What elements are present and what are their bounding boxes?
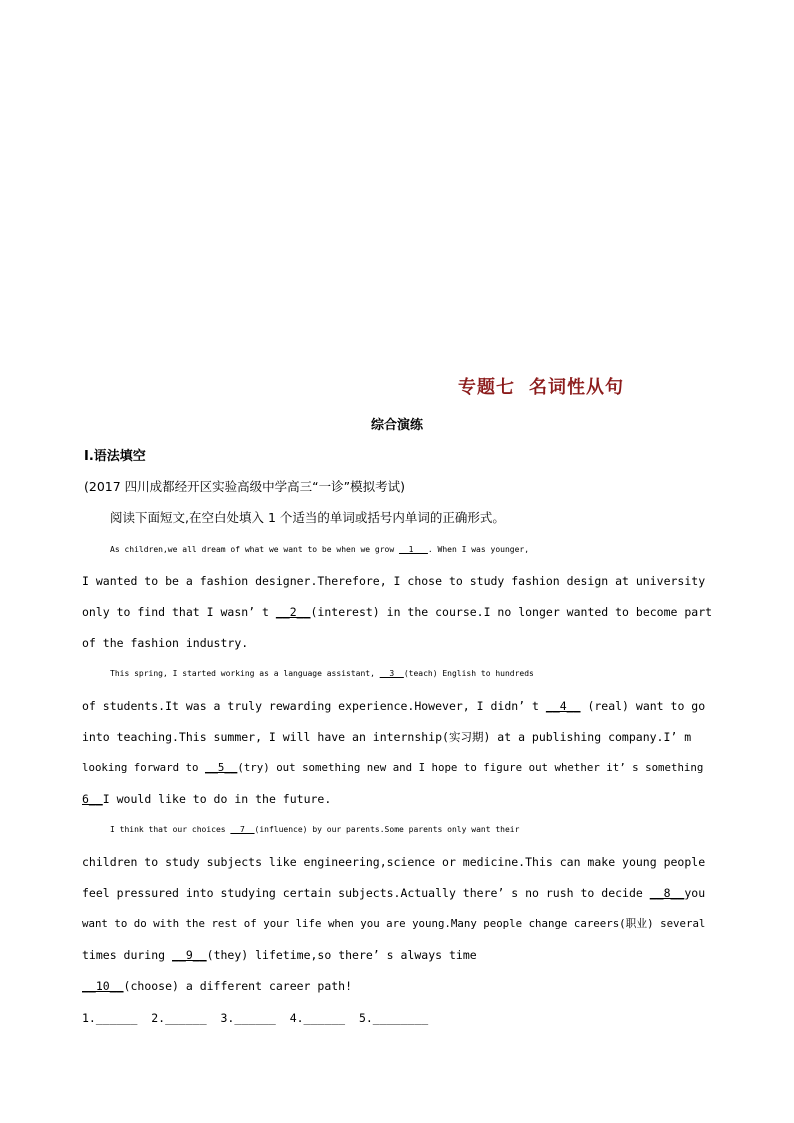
passage-line xyxy=(82,698,712,714)
passage-line xyxy=(82,791,712,807)
passage-line xyxy=(82,822,712,838)
passage-line xyxy=(82,729,712,745)
passage-line xyxy=(82,916,712,932)
blank-field: __9__ xyxy=(172,948,207,962)
passage-text: of students.It was a truly rewarding experience.However, I didn’ t xyxy=(82,699,546,713)
passage-text: As children,we all dream of what we want to be when we grow xyxy=(110,545,399,554)
blank-field: 6__ xyxy=(82,792,103,806)
passage-line xyxy=(82,854,712,870)
blank-field: __3__ xyxy=(379,669,404,678)
passage-text: children to study subjects like engineering,science or medicine.This can make young people xyxy=(82,855,706,869)
passage-line xyxy=(82,947,712,963)
passage-line xyxy=(82,573,712,589)
passage-line xyxy=(82,666,712,682)
subtitle: 综合演练 xyxy=(370,418,423,433)
passage-line xyxy=(82,885,712,901)
passage-text: . When I was younger, xyxy=(427,545,530,554)
passage-text: (teach) English to hundreds xyxy=(403,669,534,678)
passage-line xyxy=(82,978,712,994)
passage-text: only to find that I wasn’ t xyxy=(82,605,276,619)
passage-text: into teaching.This summer, I will have an internship(实习期) at a publishing company.I’ m xyxy=(82,730,692,744)
blank-field: __1___ xyxy=(398,545,428,554)
passage-text: This spring, I started working as a language assistant, xyxy=(110,669,380,678)
passage-text: I think that our choices xyxy=(110,825,231,834)
passage-text: feel pressured into studying certain subjects.Actually there’ s no rush to decide xyxy=(82,886,650,900)
blank-field: __8__ xyxy=(649,886,685,900)
passage-text: (influence) by our parents.Some parents only want their xyxy=(254,825,520,834)
page-title-part1: 专题七 xyxy=(458,377,515,398)
blank-field: __5__ xyxy=(204,761,238,774)
page-title-part2: 名词性从句 xyxy=(529,377,624,398)
passage-line xyxy=(82,760,712,776)
passage-text: (try) out something new and I hope to figure out whether it’ s something xyxy=(237,761,704,774)
passage-text: you xyxy=(684,886,706,900)
passage-text: I wanted to be a fashion designer.Therefore, I chose to study fashion design at university xyxy=(82,574,706,588)
blank-field: __7__ xyxy=(230,825,255,834)
blank-field: __4__ xyxy=(545,699,581,713)
section-heading: Ⅰ.语法填空 xyxy=(84,449,146,464)
passage-line xyxy=(82,604,712,620)
answer-line: 1.______ 2.______ 3.______ 4.______ 5.________ xyxy=(82,1011,429,1025)
page-title xyxy=(458,373,624,399)
passage-text: times during xyxy=(82,948,173,962)
passage-text: (real) want to go xyxy=(580,699,706,713)
passage-line xyxy=(82,635,712,651)
passage-line xyxy=(82,542,712,558)
passage-text: of the fashion industry. xyxy=(82,636,249,650)
passage-text: want to do with the rest of your life when you are young.Many people change careers(职业) several xyxy=(82,917,706,930)
instruction: 阅读下面短文,在空白处填入 1 个适当的单词或括号内单词的正确形式。 xyxy=(110,510,505,525)
source-note: (2017 四川成都经开区实验高级中学高三“一诊”模拟考试) xyxy=(84,479,405,494)
passage-text: looking forward to xyxy=(82,761,205,774)
passage-text: (they) lifetime,so there’ s always time xyxy=(206,948,477,962)
passage-text: (interest) in the course.I no longer wanted to become part xyxy=(310,605,713,619)
blank-field: __2__ xyxy=(275,605,311,619)
blank-field: __10__ xyxy=(82,979,124,993)
passage-text: I would like to do in the future. xyxy=(102,792,332,806)
passage-text: (choose) a different career path! xyxy=(123,979,353,993)
